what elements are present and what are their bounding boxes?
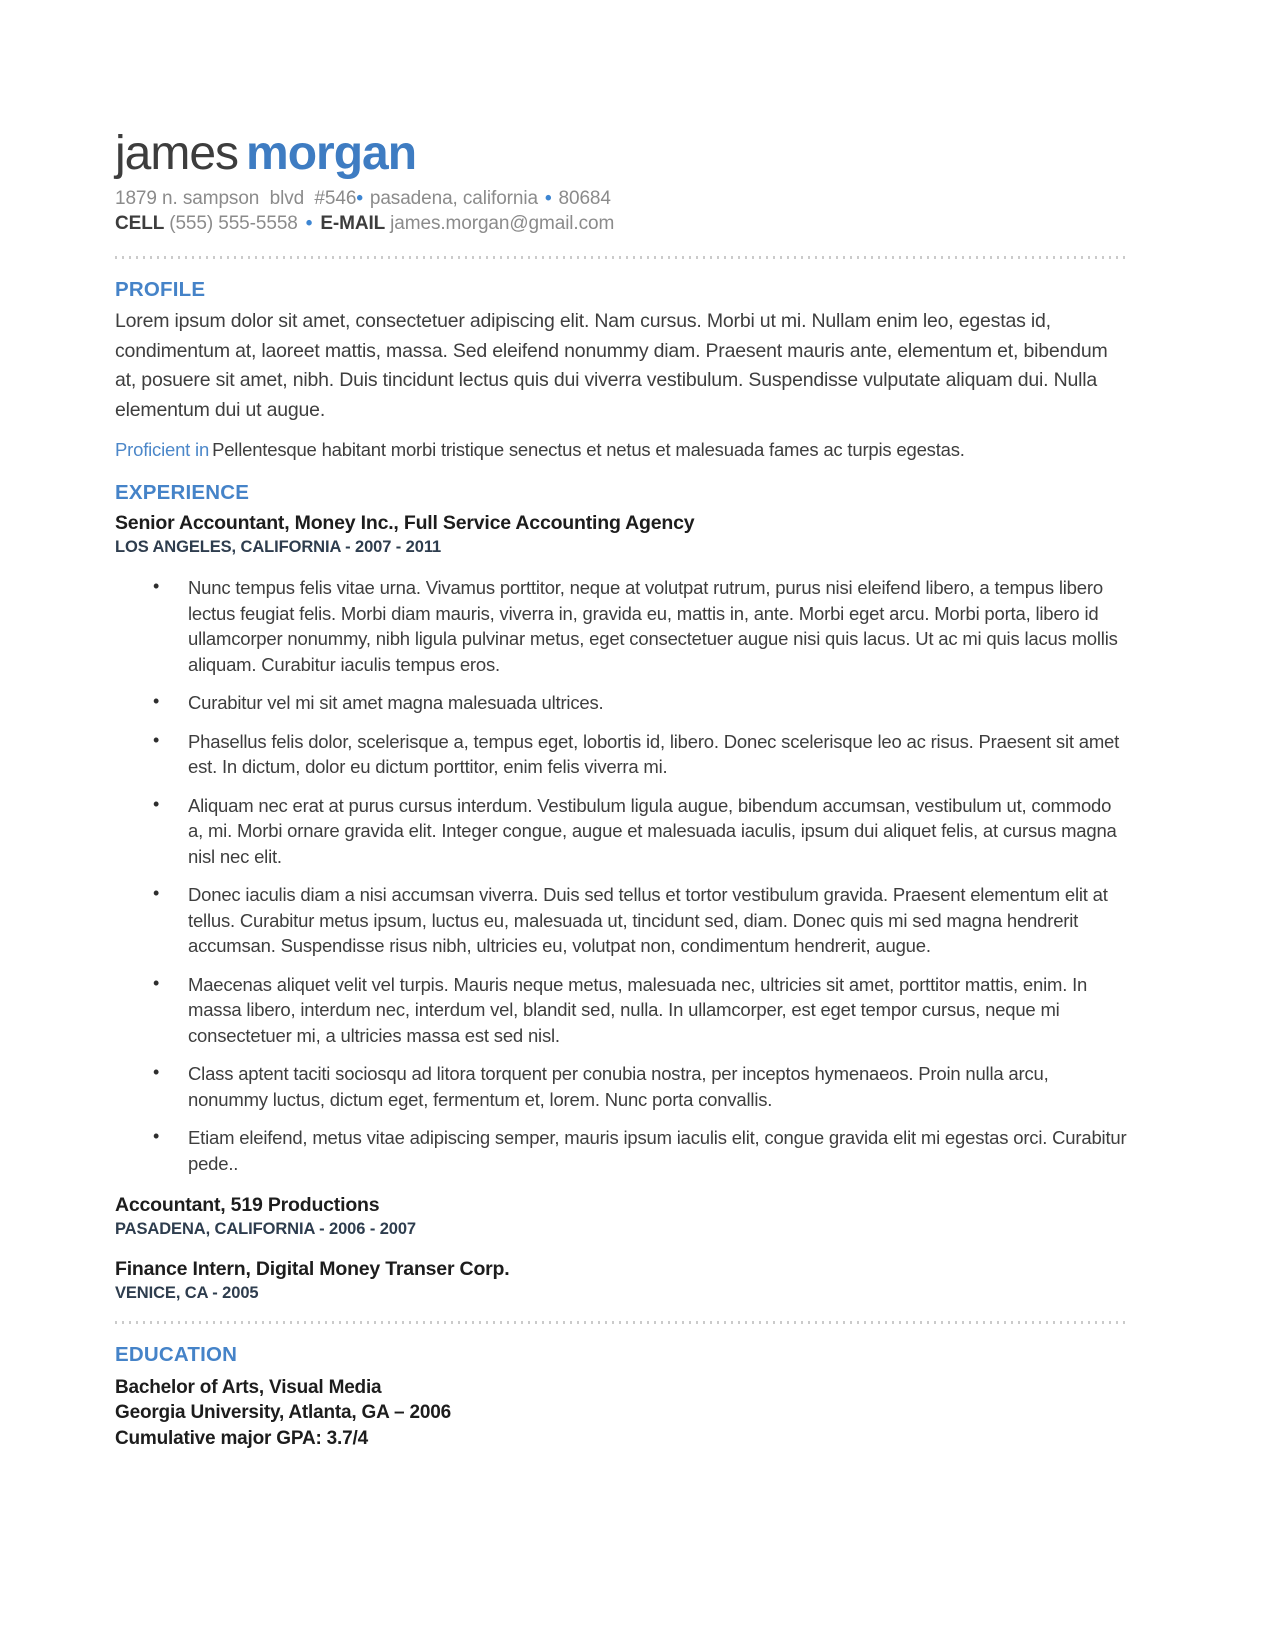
education-school: Georgia University, Atlanta, GA – 2006 xyxy=(115,1402,451,1424)
job-location: VENICE, CA - 2005 xyxy=(115,1284,259,1302)
job-location: PASADENA, CALIFORNIA - 2006 - 2007 xyxy=(115,1220,417,1238)
dotted-divider xyxy=(115,256,1127,259)
proficient-text: Pellentesque habitant morbi tristique senectus et netus et malesuada fames ac turpis egestas. xyxy=(212,439,965,460)
bullet-item: • Donec iaculis diam a nisi accumsan viverra. Duis sed tellus et tortor vestibulum gravida. Praesent elementum elit at tellus. Curabitur metus ipsum, luctus eu, malesuada ut, tincidunt sed, diam. Donec quis mi sed magna hendrerit accumsan. Suspendisse risus nibh, ultricies eu, volutpat non, condimentum hendrerit, augue. xyxy=(188,882,1127,959)
email-label: E-MAIL xyxy=(320,213,386,234)
separator-dot: • xyxy=(305,213,313,234)
person-name xyxy=(115,126,1127,181)
profile-heading: PROFILE xyxy=(115,278,206,301)
address-line xyxy=(115,186,1127,211)
email-address: james.morgan@gmail.com xyxy=(390,213,615,234)
education-heading: EDUCATION xyxy=(115,1343,238,1366)
profile-text: Lorem ipsum dolor sit amet, consectetuer adipiscing elit. Nam cursus. Morbi ut mi. Nullam enim leo, egestas id, condimentum at, laoreet mattis, massa. Sed eleifend nonummy diam. Praesent mauris ante, elementum et, bibendum at, posuere sit amet, nibh. Duis tincidunt lectus quis dui viverra vestibulum. Suspendisse vulputate aliquam dui. Nulla elementum dui ut augue. xyxy=(115,310,1108,421)
job-entry xyxy=(115,1193,1127,1240)
address-city: pasadena, california xyxy=(369,188,538,209)
address-street: 1879 n. sampson blvd #546 xyxy=(115,188,357,209)
last-name: morgan xyxy=(246,127,417,180)
bullet-item: • Nunc tempus felis vitae urna. Vivamus porttitor, neque at volutpat rutrum, purus nisi eleifend libero, a tempus libero lectus feugiat felis. Morbi diam mauris, viverra in, gravida eu, mattis in, ante. Morbi eget arcu. Morbi porta, libero id ullamcorper nonummy, nibh ligula pulvinar metus, eget consectetuer augue nisi quis lacus. Ut ac mi quis lacus mollis aliquam. Curabitur iaculis tempus eros. xyxy=(188,575,1127,677)
bullet-item: • Etiam eleifend, metus vitae adipiscing semper, mauris ipsum iaculis elit, congue gravida elit mi egestas orci. Curabitur pede.. xyxy=(188,1125,1127,1176)
proficient-label: Proficient in xyxy=(115,439,210,460)
cell-number: (555) 555-5558 xyxy=(169,213,298,234)
job-entry xyxy=(115,1257,1127,1304)
education-block xyxy=(115,1375,1127,1451)
job-title: Accountant, 519 Productions xyxy=(115,1194,380,1216)
bullet-item: • Phasellus felis dolor, scelerisque a, tempus eget, lobortis id, libero. Donec scelerisque leo ac risus. Praesent sit amet est. In dictum, dolor eu dictum porttitor, enim felis viverra mi. xyxy=(188,729,1127,780)
first-name: james xyxy=(115,127,239,180)
education-degree: Bachelor of Arts, Visual Media xyxy=(115,1377,382,1398)
job-title: Finance Intern, Digital Money Transer Corp. xyxy=(115,1258,510,1280)
separator-dot: • xyxy=(356,188,363,209)
address-zip: 80684 xyxy=(558,188,611,209)
job-location: LOS ANGELES, CALIFORNIA - 2007 - 2011 xyxy=(115,538,442,556)
bullet-item: • Class aptent taciti sociosqu ad litora torquent per conubia nostra, per inceptos hymenaeos. Proin nulla arcu, nonummy luctus, dictum eget, fermentum et, lorem. Nunc porta convallis. xyxy=(188,1061,1127,1112)
contact-line xyxy=(115,211,1127,236)
bullet-item: • Curabitur vel mi sit amet magna malesuada ultrices. xyxy=(188,690,1127,716)
proficient-line xyxy=(115,437,1127,462)
bullet-item: • Aliquam nec erat at purus cursus interdum. Vestibulum ligula augue, bibendum accumsan, vestibulum ut, commodo a, mi. Morbi ornare gravida elit. Integer congue, augue et malesuada iaculis, ipsum dui aliquet felis, at cursus magna nisl nec elit. xyxy=(188,793,1127,870)
job-entry xyxy=(115,511,1127,1176)
experience-heading: EXPERIENCE xyxy=(115,481,250,504)
dotted-divider xyxy=(115,1321,1127,1324)
education-gpa: Cumulative major GPA: 3.7/4 xyxy=(115,1427,368,1449)
separator-dot: • xyxy=(544,188,552,209)
job-bullet-list xyxy=(115,575,1127,1176)
job-title: Senior Accountant, Money Inc., Full Service Accounting Agency xyxy=(115,512,695,534)
bullet-item: • Maecenas aliquet velit vel turpis. Mauris neque metus, malesuada nec, ultricies sit amet, porttitor mattis, enim. In massa libero, interdum nec, interdum vel, blandit sed, nulla. In ullamcorper, est eget tempor cursus, neque mi consectetuer mi, a ultricies massa est sed nisl. xyxy=(188,972,1127,1049)
cell-label: CELL xyxy=(115,213,165,234)
